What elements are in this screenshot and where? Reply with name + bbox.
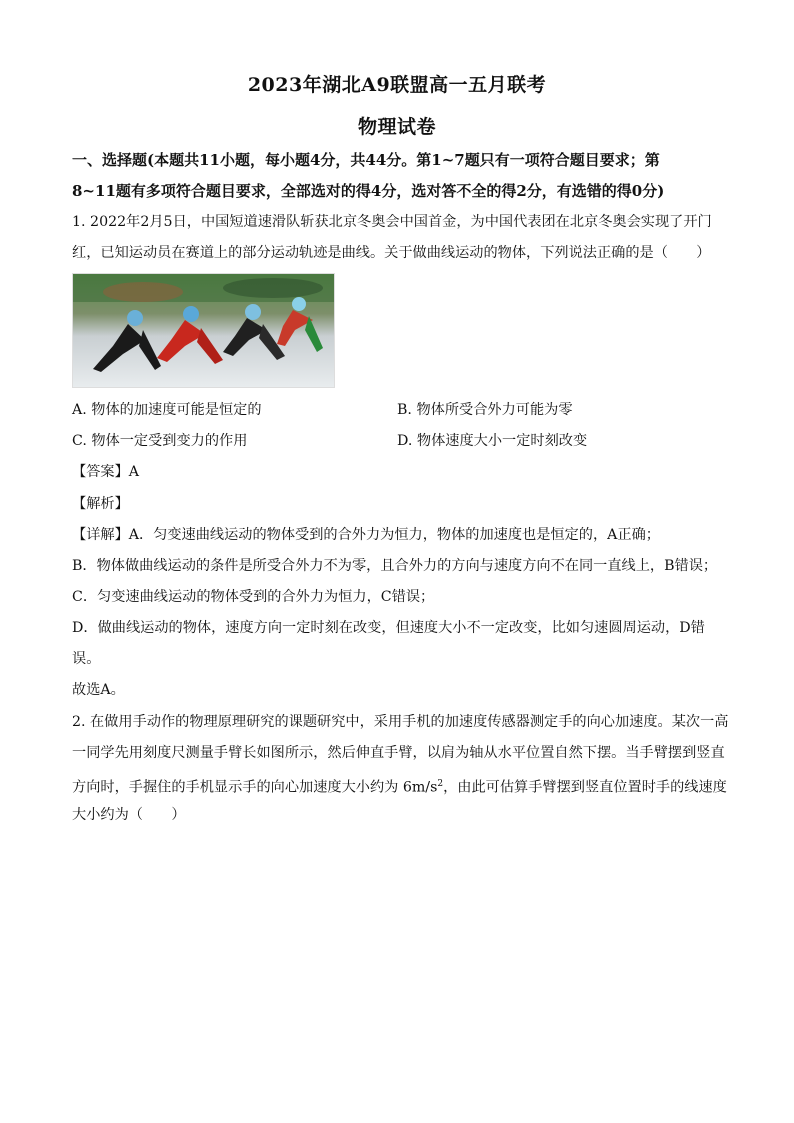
exam-subtitle: 物理试卷	[357, 116, 436, 138]
q1-detail-line: 误。	[72, 651, 101, 667]
q1-detail-line: 故选A。	[72, 682, 125, 698]
skaters-illustration	[73, 274, 334, 387]
q1-stem-line2: 红，已知运动员在赛道上的部分运动轨迹是曲线。关于做曲线运动的物体，下列说法正确的是（ ）	[72, 245, 711, 261]
q2-stem-line3-a: 方向时，手握住的手机显示手的向心加速度大小约为 6m/s	[72, 779, 438, 796]
q1-option-b[interactable]: B. 物体所受合外力可能为零	[397, 402, 573, 418]
section-instructions-line2: 8~11题有多项符合题目要求，全部选对的得4分，选对答不全的得2分，有选错的得0分)	[72, 182, 665, 200]
q2-stem-line3-b: ，由此可估算手臂摆到竖直位置时手的线速度	[443, 779, 727, 796]
q1-option-d[interactable]: D. 物体速度大小一定时刻改变	[397, 433, 588, 449]
q2-stem-line4: 大小约为（ ）	[72, 807, 186, 823]
exam-title: 2023年湖北A9联盟高一五月联考	[247, 74, 547, 96]
q2-stem-line3	[72, 774, 727, 798]
q1-detail-line: 【详解】A．匀变速曲线运动的物体受到的合外力为恒力，物体的加速度也是恒定的，A正确；	[72, 527, 660, 543]
q2-stem-line2: 一同学先用刻度尺测量手臂长如图所示，然后伸直手臂，以肩为轴从水平位置自然下摆。当手臂摆到竖直	[72, 745, 725, 761]
q2-stem-line3-sup: 2	[437, 779, 444, 789]
q1-option-a[interactable]: A. 物体的加速度可能是恒定的	[72, 402, 262, 418]
section-instructions-line1: 一、选择题(本题共11小题，每小题4分，共44分。第1~7题只有一项符合题目要求；第	[72, 151, 660, 169]
speed-skating-photo	[72, 273, 335, 388]
q2-stem-line1: 2. 在做用手动作的物理原理研究的课题研究中，采用手机的加速度传感器测定手的向心加速度。某次一高	[72, 714, 729, 730]
q1-analysis-label: 【解析】	[72, 496, 129, 512]
q1-detail-line: C．匀变速曲线运动的物体受到的合外力为恒力，C错误；	[72, 589, 435, 605]
q1-detail-line: D．做曲线运动的物体，速度方向一定时刻在改变，但速度大小不一定改变，比如匀速圆周运动，D错	[72, 620, 705, 636]
q1-detail-line: B．物体做曲线运动的条件是所受合外力不为零，且合外力的方向与速度方向不在同一直线上，B错误；	[72, 558, 718, 574]
q1-answer: 【答案】A	[72, 464, 139, 480]
q1-stem-line1: 1. 2022年2月5日，中国短道速滑队斩获北京冬奥会中国首金，为中国代表团在北京冬奥会实现了开门	[72, 214, 712, 230]
q1-option-c[interactable]: C. 物体一定受到变力的作用	[72, 433, 248, 449]
